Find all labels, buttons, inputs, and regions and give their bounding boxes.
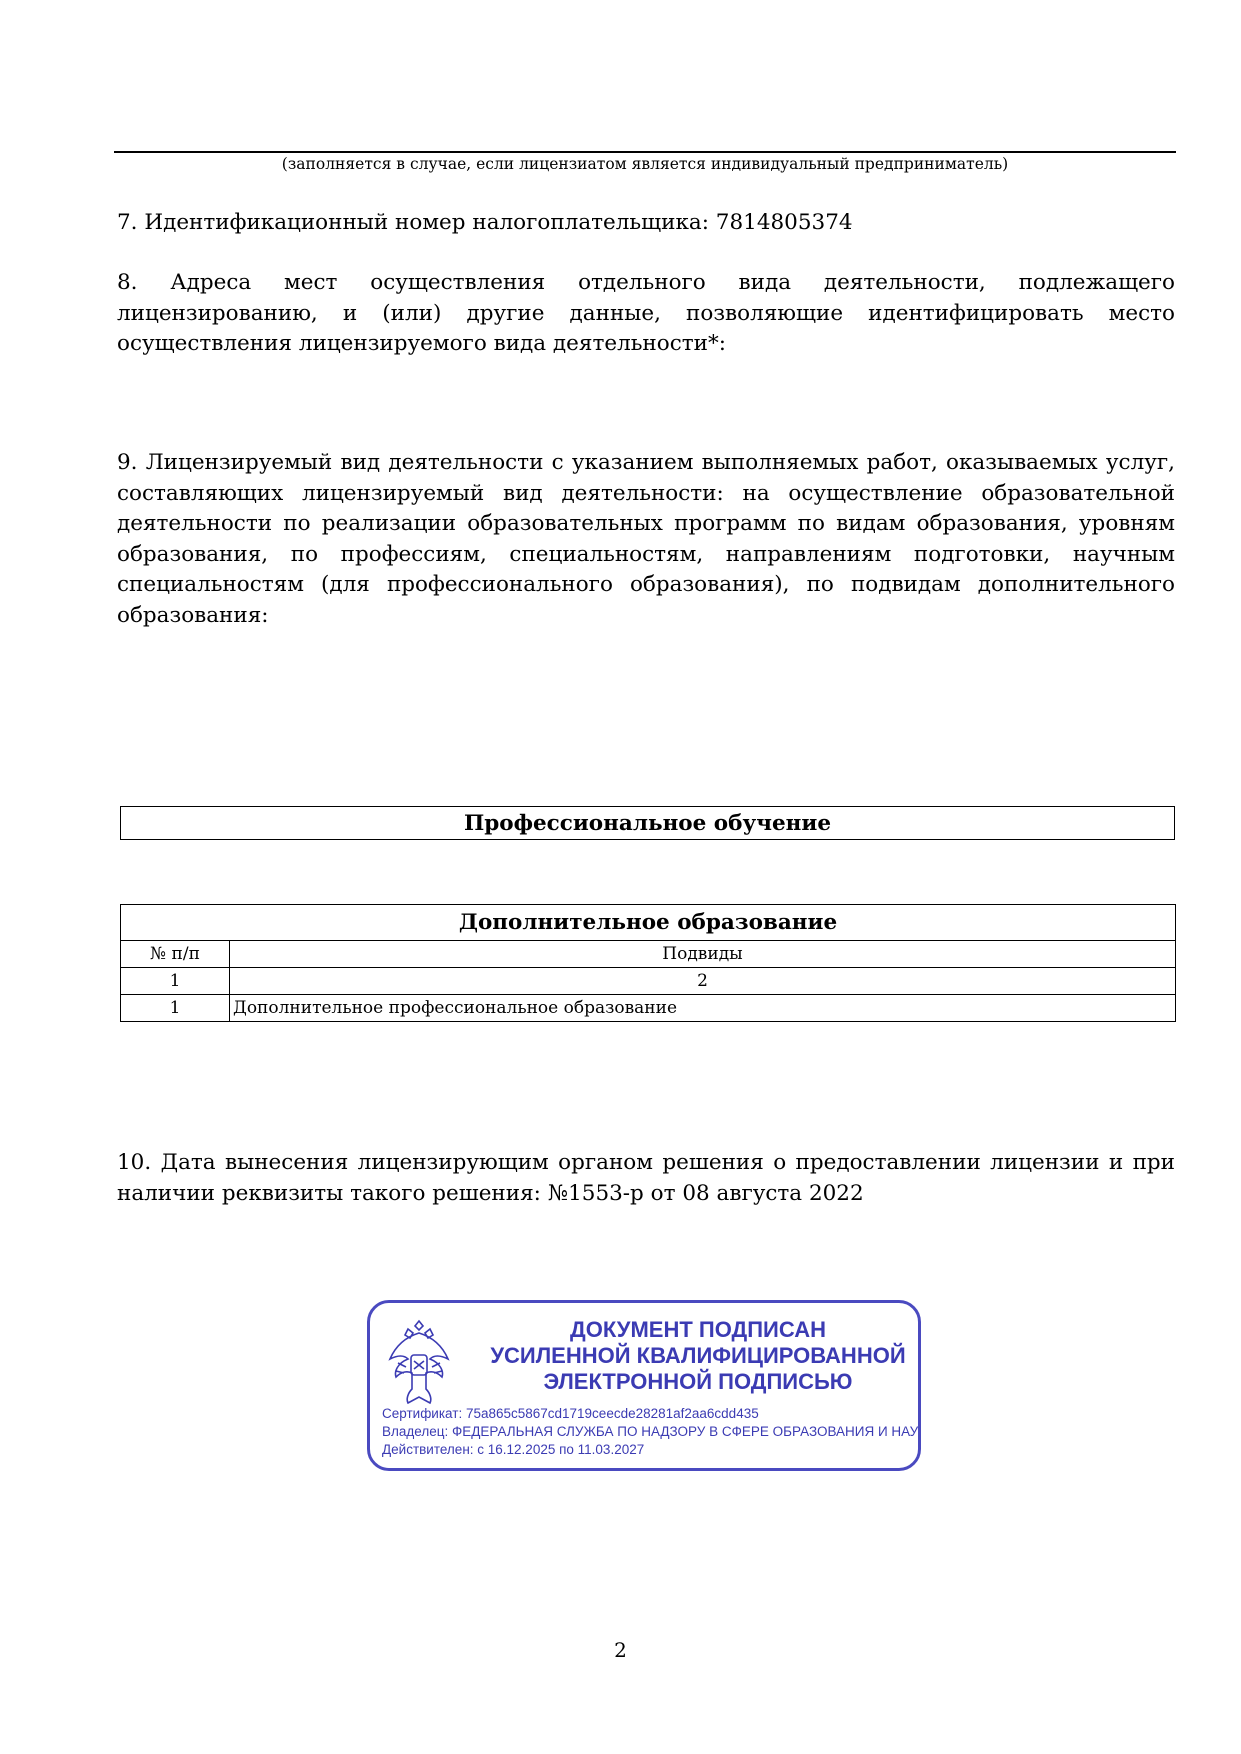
stamp-certificate: Сертификат: 75a865c5867cd1719ceecde28281af2aa6cdd435 <box>382 1406 759 1421</box>
column-header-subtypes: Подвиды <box>230 941 1176 968</box>
item-9-activity: 9. Лицензируемый вид деятельности с указанием выполняемых работ, оказываемых услуг, составляющих лицензируемый вид деятельности: на осуществление образовательной деятельности по реализации образовательных программ по видам образования, уровням образования, по профессиям, специальностям, направлениям подготовки, научным специальностям (для профессионального образования), по подвидам дополнительного образования: <box>117 450 1175 628</box>
stamp-line-3: ЭЛЕКТРОННОЙ ПОДПИСЬЮ <box>543 1369 853 1394</box>
page-number: 2 <box>614 1638 627 1662</box>
coat-of-arms-icon <box>384 1315 454 1407</box>
item-8-addresses: 8. Адреса мест осуществления отдельного вида деятельности, подлежащего лицензированию, и (или) другие данные, позволяющие идентифицировать место осуществления лицензируемого вида деятельности*: <box>117 270 1175 356</box>
item-7-inn: 7. Идентификационный номер налогоплательщика: 7814805374 <box>117 210 853 235</box>
additional-education-table <box>120 904 1176 1022</box>
stamp-line-2: УСИЛЕННОЙ КВАЛИФИЦИРОВАННОЙ <box>490 1343 906 1368</box>
stamp-valid: Действителен: с 16.12.2025 по 11.03.2027 <box>382 1442 645 1457</box>
column-number-2: 2 <box>230 968 1176 995</box>
top-rule <box>114 151 1176 153</box>
stamp-owner: Владелец: ФЕДЕРАЛЬНАЯ СЛУЖБА ПО НАДЗОРУ В СФЕРЕ ОБРАЗОВАНИЯ И НАУ <box>382 1424 919 1439</box>
column-header-number: № п/п <box>121 941 230 968</box>
table-row <box>121 995 1176 1022</box>
row-number: 1 <box>121 995 230 1022</box>
professional-training-box: Профессиональное обучение <box>120 806 1175 840</box>
row-subtype: Дополнительное профессиональное образование <box>230 995 1176 1022</box>
column-number-1: 1 <box>121 968 230 995</box>
stamp-line-1: ДОКУМЕНТ ПОДПИСАН <box>570 1317 826 1342</box>
item-10-decision: 10. Дата вынесения лицензирующим органом решения о предоставлении лицензии и при наличии реквизиты такого решения: №1553-р от 08 августа 2022 <box>117 1150 1175 1206</box>
rule-caption: (заполняется в случае, если лицензиатом является индивидуальный предприниматель) <box>281 155 1009 173</box>
table-title: Дополнительное образование <box>121 905 1176 941</box>
electronic-signature-stamp <box>367 1300 921 1471</box>
